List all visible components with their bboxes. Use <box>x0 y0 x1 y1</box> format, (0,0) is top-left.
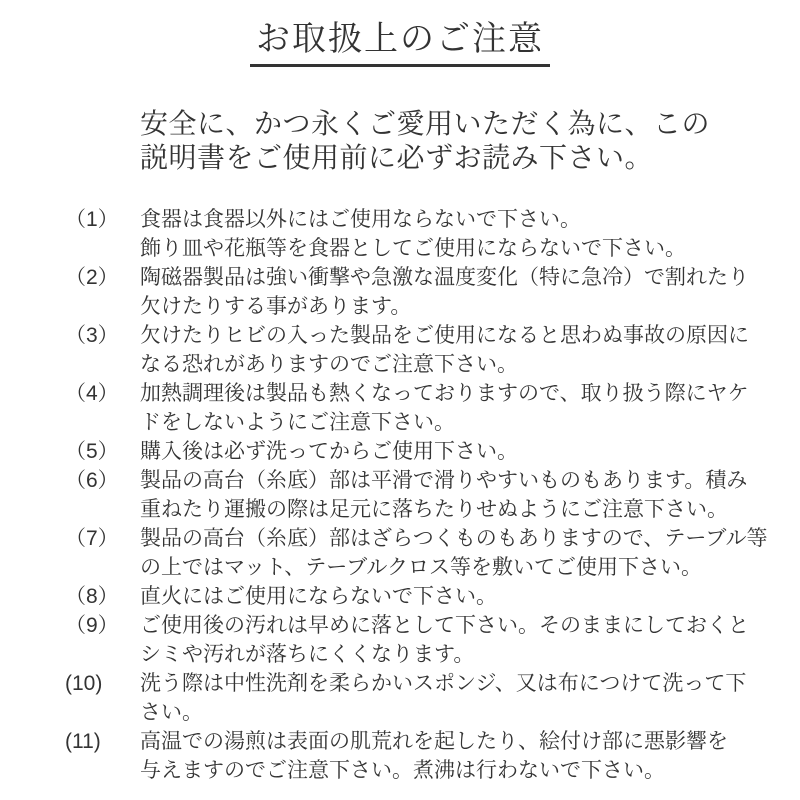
precaution-item <box>65 669 800 727</box>
precaution-item <box>65 524 800 582</box>
precaution-text <box>140 263 749 321</box>
precaution-text <box>140 524 767 582</box>
precaution-text-line: の上ではマット、テーブルクロス等を敷いてご使用下さい。 <box>140 556 702 579</box>
precaution-text-line: 洗う際は中性洗剤を柔らかいスポンジ、又は布につけて洗って下 <box>140 672 747 695</box>
precaution-number: （9） <box>65 614 119 637</box>
precaution-list <box>65 205 800 785</box>
precaution-number: （4） <box>65 382 119 405</box>
precaution-text-line: 加熱調理後は製品も熱くなっておりますので、取り扱う際にヤケ <box>140 382 749 405</box>
precaution-item <box>65 466 800 524</box>
page-title <box>0 22 800 67</box>
precaution-number: （2） <box>65 266 119 289</box>
precaution-text <box>140 437 518 466</box>
precaution-item <box>65 205 800 263</box>
precaution-text <box>140 582 497 611</box>
precaution-item <box>65 263 800 321</box>
intro-line-1: 安全に、かつ永くご愛用いただく為に、この <box>140 108 711 139</box>
precaution-item <box>65 582 800 611</box>
precaution-text-line: 欠けたりする事があります。 <box>140 295 412 318</box>
precaution-item <box>65 379 800 437</box>
precaution-text-line: 飾り皿や花瓶等を食器としてご使用にならないで下さい。 <box>140 237 686 260</box>
precaution-text-line: 購入後は必ず洗ってからご使用下さい。 <box>140 440 518 463</box>
precaution-item <box>65 727 800 785</box>
precaution-number: （1） <box>65 208 119 231</box>
precaution-number: （5） <box>65 440 119 463</box>
precaution-text-line: さい。 <box>140 701 203 724</box>
precaution-text-line: ご使用後の汚れは早めに落として下さい。そのままにしておくと <box>140 614 749 637</box>
precaution-text-line: 製品の高台（糸底）部はざらつくものもありますので、テーブル等 <box>140 527 768 550</box>
precaution-number: （3） <box>65 324 119 347</box>
precaution-text <box>140 727 728 785</box>
precaution-item <box>65 437 800 466</box>
precaution-number: (10) <box>65 672 103 695</box>
page-title-text: お取扱上のご注意 <box>250 22 550 67</box>
precaution-text-line: シミや汚れが落ちにくくなります。 <box>140 643 475 666</box>
precaution-number: （7） <box>65 527 119 550</box>
intro-paragraph <box>140 107 800 175</box>
precaution-item <box>65 321 800 379</box>
precaution-text <box>140 466 747 524</box>
precaution-text-line: 高温での湯煎は表面の肌荒れを起したり、絵付け部に悪影響を <box>140 730 728 753</box>
precaution-text-line: ドをしないようにご注意下さい。 <box>140 411 455 434</box>
precaution-number: （6） <box>65 469 119 492</box>
precaution-text-line: 陶磁器製品は強い衝撃や急激な温度変化（特に急冷）で割れたり <box>140 266 749 289</box>
precaution-number: （8） <box>65 585 119 608</box>
precaution-text-line: 製品の高台（糸底）部は平滑で滑りやすいものもあります。積み <box>140 469 748 492</box>
precaution-text-line: 食器は食器以外にはご使用ならないで下さい。 <box>140 208 581 231</box>
precaution-item <box>65 611 800 669</box>
precaution-number: (11) <box>65 730 101 753</box>
precaution-text <box>140 669 746 727</box>
precaution-text-line: 重ねたり運搬の際は足元に落ちたりせぬようにご注意下さい。 <box>140 498 728 521</box>
precaution-text <box>140 611 749 669</box>
precaution-text <box>140 205 686 263</box>
precaution-text <box>140 379 749 437</box>
precaution-text-line: 欠けたりヒビの入った製品をご使用になると思わぬ事故の原因に <box>140 324 749 347</box>
precaution-text-line: 与えますのでご注意下さい。煮沸は行わないで下さい。 <box>140 759 665 782</box>
intro-line-2: 説明書をご使用前に必ずお読み下さい。 <box>140 142 654 173</box>
precaution-text <box>140 321 749 379</box>
precaution-text-line: なる恐れがありますのでご注意下さい。 <box>140 353 518 376</box>
precaution-text-line: 直火にはご使用にならないで下さい。 <box>140 585 497 608</box>
